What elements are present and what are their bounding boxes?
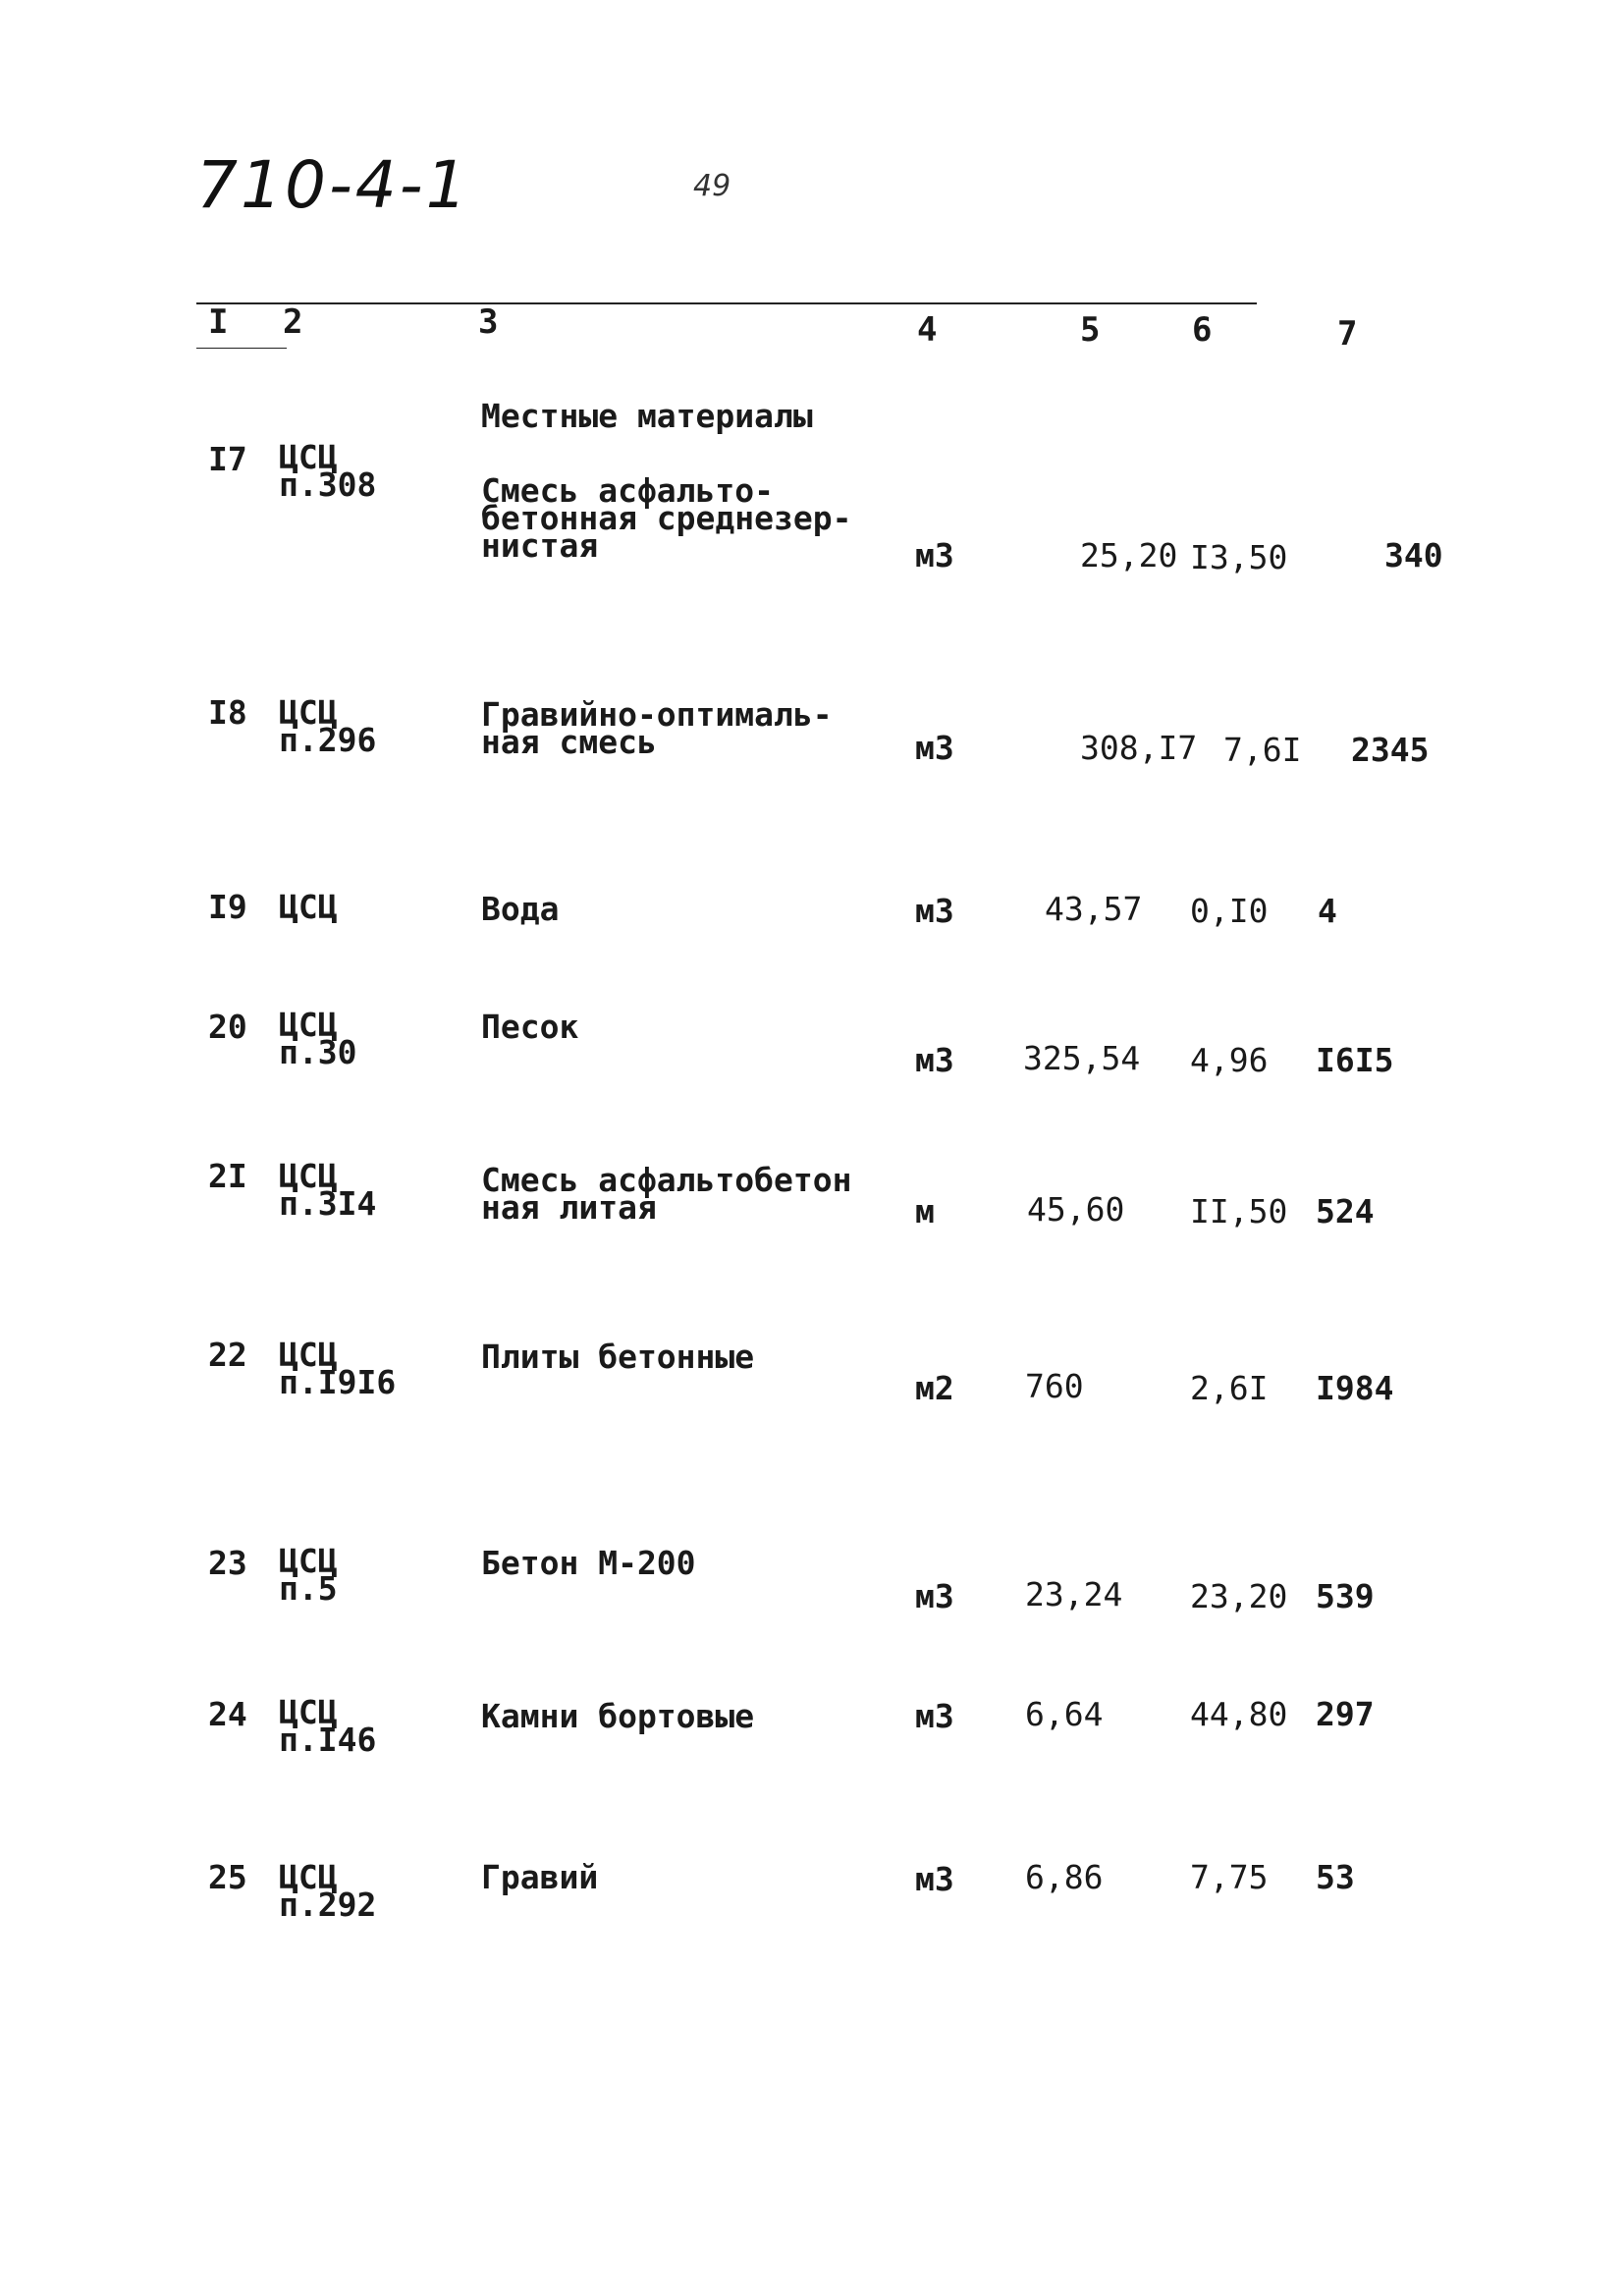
row-number: I8 [208, 693, 247, 732]
row-unit: м3 [915, 1860, 954, 1898]
row-number: 23 [208, 1544, 247, 1582]
row-price: 0,I0 [1190, 892, 1269, 930]
row-reference: ЦСЦ п.30 [279, 1006, 357, 1071]
row-unit: м [915, 1192, 935, 1230]
section-title: Местные материалы [481, 397, 813, 435]
row-unit: м3 [915, 1577, 954, 1615]
row-reference: ЦСЦ п.5 [279, 1542, 338, 1608]
row-reference: ЦСЦ п.3I4 [279, 1157, 377, 1223]
row-quantity: 308,I7 [1080, 729, 1198, 767]
row-material-name: Плиты бетонные [481, 1338, 755, 1376]
row-price: 4,96 [1190, 1041, 1269, 1079]
row-reference: ЦСЦ [279, 888, 338, 926]
row-material-name: Гравийно-оптималь- ная смесь [481, 695, 833, 761]
row-quantity: 23,24 [1025, 1575, 1123, 1613]
row-total: 524 [1316, 1192, 1375, 1230]
row-quantity: 760 [1025, 1367, 1084, 1405]
row-reference: ЦСЦ п.292 [279, 1858, 377, 1924]
row-total: 4 [1318, 892, 1337, 930]
row-reference: ЦСЦ п.308 [279, 438, 377, 504]
row-material-name: Смесь асфальтобетон ная литая [481, 1161, 852, 1227]
row-unit: м2 [915, 1369, 954, 1407]
row-quantity: 25,20 [1080, 536, 1178, 574]
row-reference: ЦСЦ п.I9I6 [279, 1336, 397, 1401]
row-total: 53 [1316, 1858, 1355, 1896]
row-quantity: 325,54 [1023, 1039, 1141, 1077]
table-top-rule [196, 302, 1257, 304]
row-number: 24 [208, 1695, 247, 1733]
header-underline [196, 348, 287, 349]
row-material-name: Смесь асфальто- бетонная среднезер- нистая [481, 471, 852, 565]
row-reference: ЦСЦ п.296 [279, 693, 377, 759]
row-total: 340 [1384, 536, 1443, 574]
row-material-name: Вода [481, 890, 560, 928]
row-quantity: 45,60 [1027, 1190, 1125, 1229]
row-price: 2,6I [1190, 1369, 1269, 1407]
col-header-4: 4 [917, 310, 938, 350]
row-quantity: 6,86 [1025, 1858, 1104, 1896]
row-price: 44,80 [1190, 1695, 1288, 1733]
row-quantity: 43,57 [1045, 890, 1143, 928]
row-total: 297 [1316, 1695, 1375, 1733]
col-header-5: 5 [1080, 310, 1101, 350]
row-price: 23,20 [1190, 1577, 1288, 1615]
row-unit: м3 [915, 729, 954, 767]
row-material-name: Гравий [481, 1858, 599, 1896]
col-header-7: 7 [1337, 314, 1358, 354]
row-number: 20 [208, 1008, 247, 1046]
row-price: II,50 [1190, 1192, 1288, 1230]
row-price: 7,6I [1223, 731, 1302, 769]
col-header-6: 6 [1192, 310, 1213, 350]
row-unit: м3 [915, 1697, 954, 1735]
document-code: 710-4-1 [196, 147, 470, 223]
row-unit: м3 [915, 892, 954, 930]
row-number: 25 [208, 1858, 247, 1896]
row-quantity: 6,64 [1025, 1695, 1104, 1733]
row-number: 22 [208, 1336, 247, 1374]
row-material-name: Бетон М-200 [481, 1544, 696, 1582]
row-number: 2I [208, 1157, 247, 1195]
row-price: 7,75 [1190, 1858, 1269, 1896]
row-unit: м3 [915, 1041, 954, 1079]
col-header-3: 3 [478, 302, 499, 342]
row-total: I984 [1316, 1369, 1394, 1407]
page-number: 49 [693, 169, 731, 203]
row-number: I9 [208, 888, 247, 926]
row-material-name: Камни бортовые [481, 1697, 755, 1735]
col-header-1: I [208, 302, 229, 342]
row-total: 2345 [1351, 731, 1430, 769]
row-reference: ЦСЦ п.I46 [279, 1693, 377, 1759]
row-number: I7 [208, 440, 247, 478]
row-total: I6I5 [1316, 1041, 1394, 1079]
row-material-name: Песок [481, 1008, 579, 1046]
row-total: 539 [1316, 1577, 1375, 1615]
row-price: I3,50 [1190, 538, 1288, 576]
col-header-2: 2 [283, 302, 303, 342]
row-unit: м3 [915, 536, 954, 574]
